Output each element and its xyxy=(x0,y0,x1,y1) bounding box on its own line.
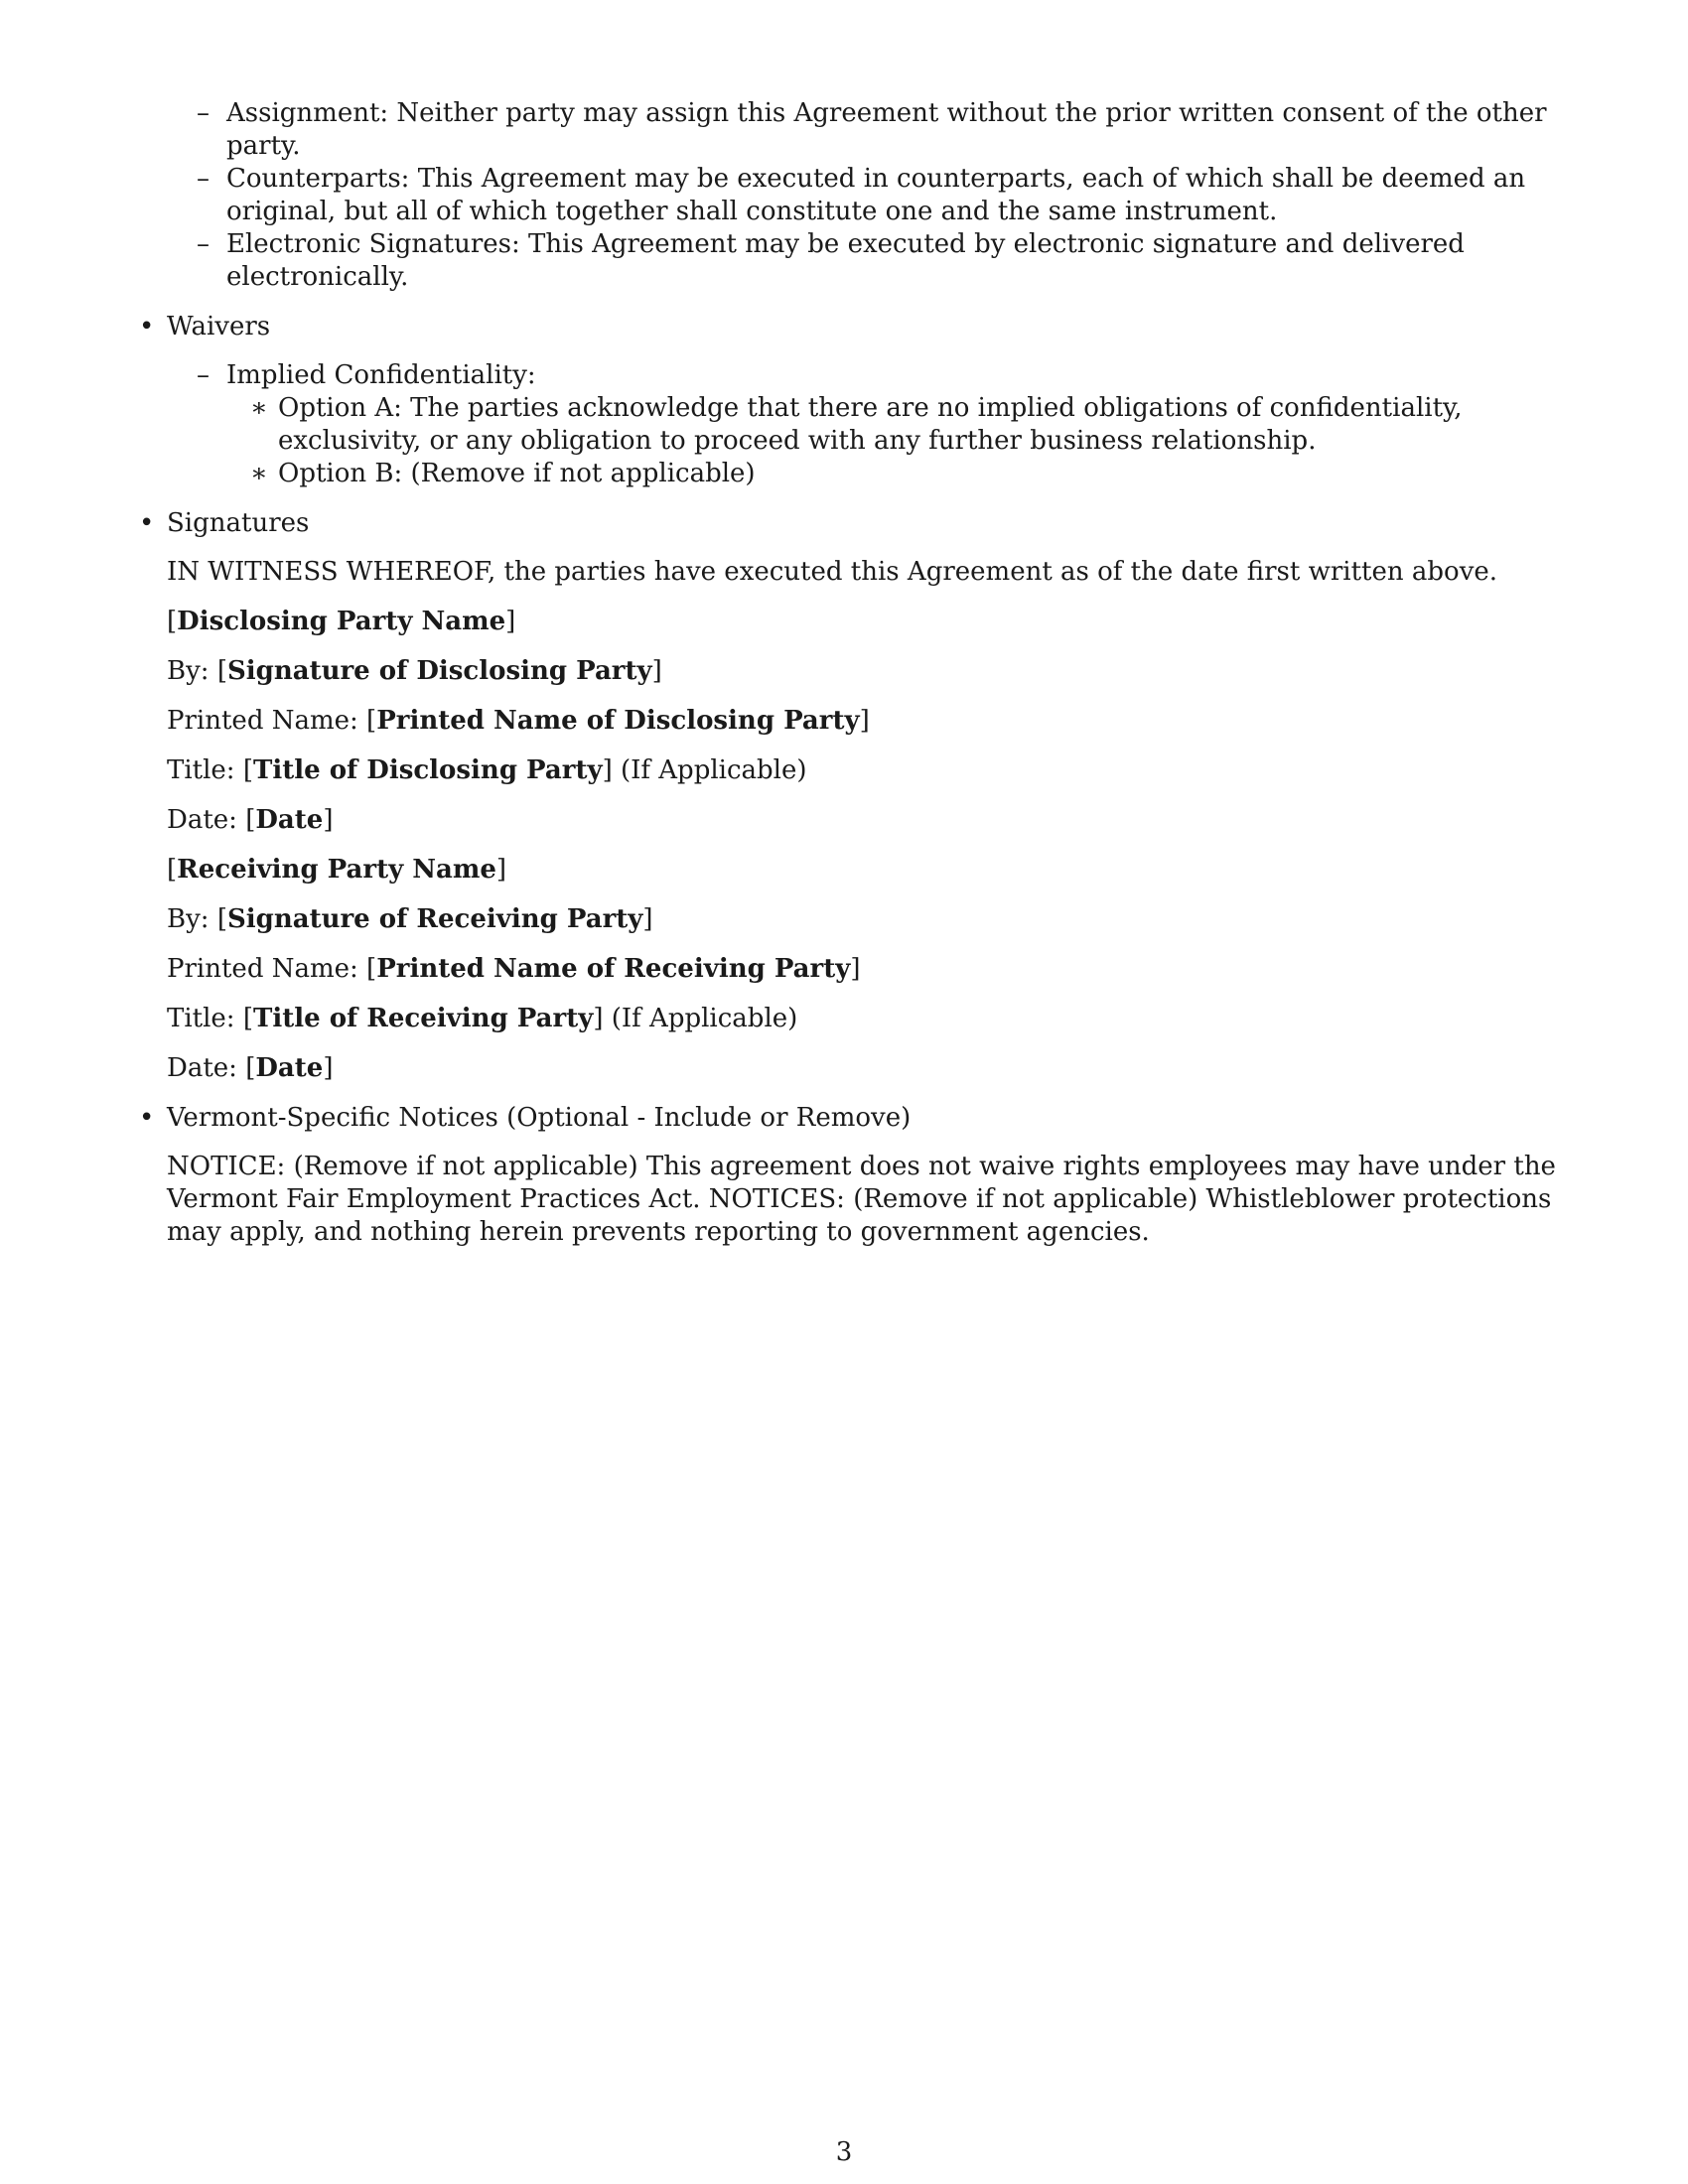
disclosing-title-line xyxy=(167,754,1581,787)
open-bracket: [ xyxy=(216,656,227,686)
notices-text: NOTICE: (Remove if not applicable) This agreement does not waive rights employees may have under the Vermont Fair Employment Practices Act. NOTICES: (Remove if not applicable) Whistleblower protections may apply, and nothing herein prevents reporting to government agencies. xyxy=(167,1152,1556,1247)
options-list xyxy=(250,392,1581,490)
disclosing-by-line xyxy=(167,655,1581,688)
date-label: Date: xyxy=(167,805,246,835)
disclosing-printed-name-placeholder: Printed Name of Disclosing Party xyxy=(376,706,860,736)
open-bracket: [ xyxy=(216,904,227,934)
disclosing-signature-placeholder: Signature of Disclosing Party xyxy=(226,656,652,686)
close-bracket: ] xyxy=(651,656,662,686)
asterisk-marker: ∗ xyxy=(250,459,268,488)
misc-clauses-list xyxy=(197,97,1581,294)
title-suffix: (If Applicable) xyxy=(612,755,807,785)
close-bracket: ] xyxy=(859,706,870,736)
open-bracket: [ xyxy=(366,954,377,984)
disclosing-party-name: Disclosing Party Name xyxy=(177,607,506,636)
option-b xyxy=(250,458,1581,490)
receiving-printed-name-line xyxy=(167,953,1581,986)
receiving-title-line xyxy=(167,1003,1581,1035)
option-text: Option B: (Remove if not applicable) xyxy=(278,459,756,488)
open-bracket: [ xyxy=(366,706,377,736)
clause-assignment xyxy=(197,97,1581,163)
dash-marker: – xyxy=(197,164,210,194)
section-heading: Waivers xyxy=(167,312,271,341)
open-bracket: [ xyxy=(242,755,253,785)
receiving-party-name: Receiving Party Name xyxy=(177,855,496,885)
close-bracket: ] xyxy=(323,1053,334,1083)
subsection-heading: Implied Confidentiality: xyxy=(226,360,536,390)
receiving-signature-placeholder: Signature of Receiving Party xyxy=(226,904,643,934)
waivers-sublist xyxy=(197,359,1581,490)
title-label: Title: xyxy=(167,755,243,785)
receiving-party-name-line xyxy=(167,854,1581,887)
bullet-marker: • xyxy=(139,1103,155,1133)
receiving-date-line xyxy=(167,1052,1581,1085)
open-bracket: [ xyxy=(245,805,256,835)
printed-name-label: Printed Name: xyxy=(167,706,367,736)
open-bracket: [ xyxy=(167,607,178,636)
dash-marker: – xyxy=(197,229,210,259)
page-number: 3 xyxy=(835,2137,853,2167)
bullet-marker: • xyxy=(139,312,155,341)
title-suffix: (If Applicable) xyxy=(603,1004,798,1033)
bullet-marker: • xyxy=(139,508,155,538)
clause-electronic-signatures xyxy=(197,228,1581,294)
section-waivers xyxy=(139,311,1581,490)
open-bracket: [ xyxy=(245,1053,256,1083)
clause-text: Electronic Signatures: This Agreement may be executed by electronic signature and delivered electronically. xyxy=(226,229,1465,292)
clause-text: Assignment: Neither party may assign this Agreement without the prior written consent of the other party. xyxy=(226,98,1547,161)
option-a xyxy=(250,392,1581,458)
by-label: By: xyxy=(167,904,217,934)
disclosing-party-name-line xyxy=(167,606,1581,638)
close-bracket: ] xyxy=(505,607,516,636)
section-heading: Vermont-Specific Notices (Optional - Include or Remove) xyxy=(167,1103,912,1133)
section-vermont-notices xyxy=(139,1102,1581,1249)
dash-marker: – xyxy=(197,98,210,128)
disclosing-date-placeholder: Date xyxy=(255,805,324,835)
document-body xyxy=(139,97,1581,1249)
by-label: By: xyxy=(167,656,217,686)
receiving-title-placeholder: Title of Receiving Party xyxy=(253,1004,594,1033)
disclosing-date-line xyxy=(167,804,1581,837)
disclosing-title-placeholder: Title of Disclosing Party xyxy=(253,755,603,785)
disclosing-printed-name-line xyxy=(167,705,1581,738)
section-heading: Signatures xyxy=(167,508,310,538)
close-bracket: ] xyxy=(850,954,861,984)
receiving-date-placeholder: Date xyxy=(255,1053,324,1083)
close-bracket: ] xyxy=(593,1004,604,1033)
implied-confidentiality-item xyxy=(197,359,1581,490)
title-label: Title: xyxy=(167,1004,243,1033)
clause-text: Counterparts: This Agreement may be executed in counterparts, each of which shall be deemed an original, but all of which together shall constitute one and the same instrument. xyxy=(226,164,1526,226)
receiving-by-line xyxy=(167,903,1581,936)
asterisk-marker: ∗ xyxy=(250,393,268,423)
close-bracket: ] xyxy=(495,855,507,885)
date-label: Date: xyxy=(167,1053,246,1083)
option-text: Option A: The parties acknowledge that there are no implied obligations of confidentiality, exclusivity, or any obligation to proceed with any further business relationship. xyxy=(278,393,1463,456)
close-bracket: ] xyxy=(323,805,334,835)
printed-name-label: Printed Name: xyxy=(167,954,367,984)
open-bracket: [ xyxy=(167,855,178,885)
dash-marker: – xyxy=(197,360,210,390)
open-bracket: [ xyxy=(242,1004,253,1033)
witness-statement: IN WITNESS WHEREOF, the parties have executed this Agreement as of the date first written above. xyxy=(167,557,1498,587)
clause-counterparts xyxy=(197,163,1581,228)
section-signatures xyxy=(139,507,1581,1085)
receiving-printed-name-placeholder: Printed Name of Receiving Party xyxy=(376,954,851,984)
close-bracket: ] xyxy=(642,904,653,934)
close-bracket: ] xyxy=(602,755,613,785)
